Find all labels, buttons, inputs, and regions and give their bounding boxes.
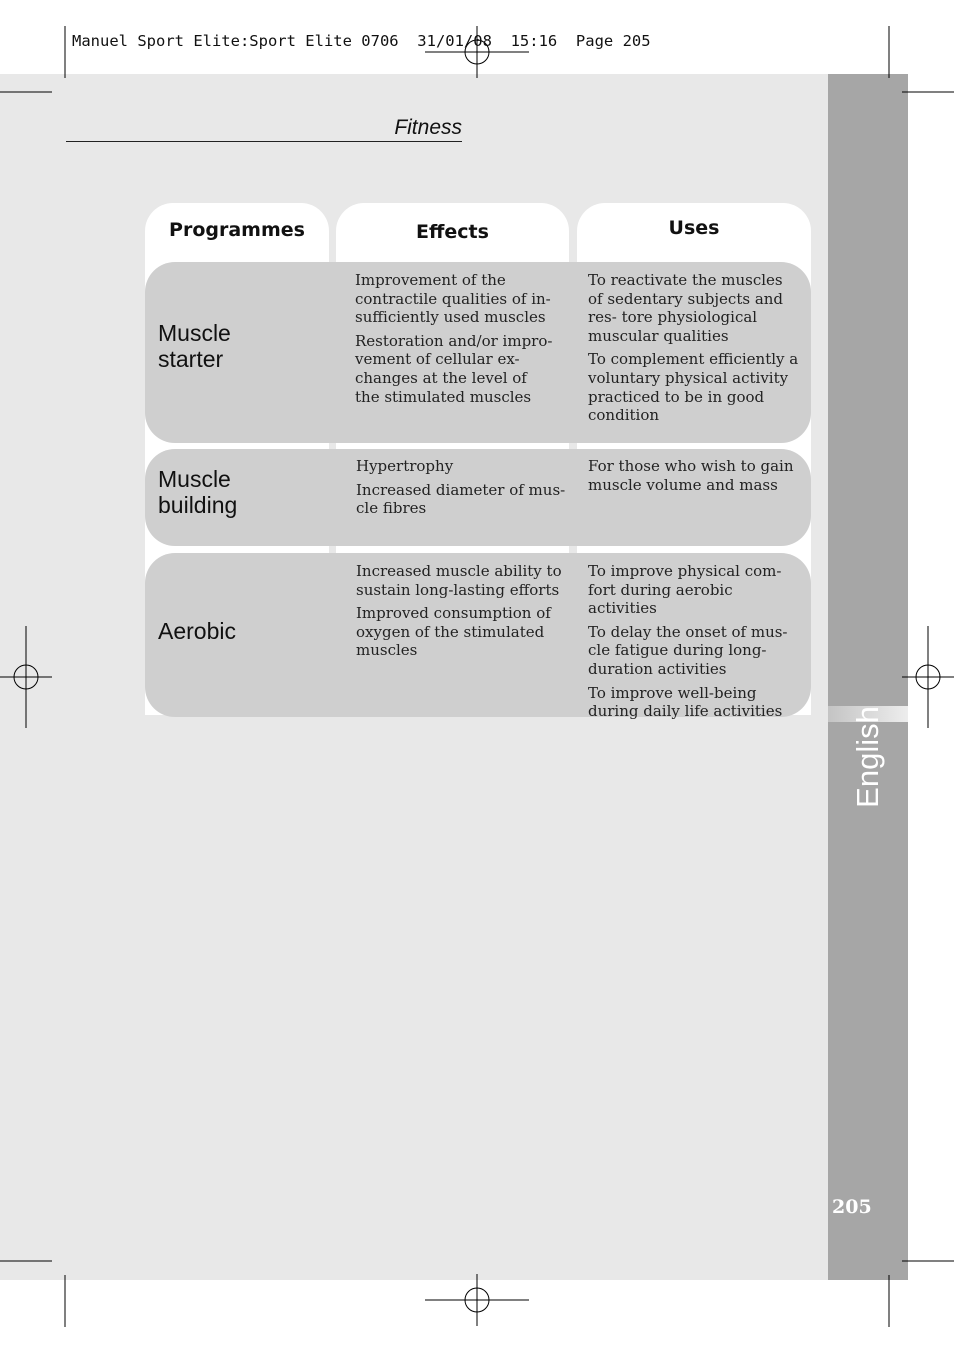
uses-aerobic: [588, 562, 800, 726]
use-item: To reactivate the muscles of sedentary subjects and res- tore physiological muscular qualities: [588, 271, 784, 345]
effects-header: Effects: [416, 221, 489, 243]
programmes-header: Programmes: [169, 219, 305, 241]
page-number: 205: [832, 1196, 872, 1218]
programme-line: Muscle: [158, 466, 231, 492]
use-item: To improve physical com- fort during aerobic activities: [588, 562, 782, 618]
registration-mark-bottom: [425, 1274, 529, 1326]
programme-line: starter: [158, 346, 224, 372]
effect-item: Restoration and/or impro- vement of cellular ex- changes at the level of the stimulated muscles: [355, 331, 553, 406]
registration-mark-right: [902, 626, 954, 728]
effect-item: Improvement of the contractile qualities of in- sufficiently used muscles: [355, 271, 551, 327]
programme-line: Aerobic: [158, 618, 236, 644]
effect-item: Increased diameter of mus- cle fibres: [356, 480, 566, 518]
uses-muscle-building: [588, 457, 800, 499]
effect-item: Increased muscle ability to sustain long-lasting efforts: [356, 562, 562, 599]
effects-aerobic: [356, 562, 566, 665]
programme-line: Muscle: [158, 320, 231, 346]
registration-mark-left: [0, 626, 52, 728]
effect-item: Improved consumption of oxygen of the stimulated muscles: [356, 604, 551, 660]
programme-muscle-building: [158, 466, 237, 518]
effects-muscle-building: [356, 457, 566, 523]
programme-aerobic: [158, 618, 236, 644]
programme-line: building: [158, 492, 238, 518]
programme-muscle-starter: [158, 320, 231, 372]
use-item: To delay the onset of mus- cle fatigue during long- duration activities: [588, 622, 788, 678]
section-title: Fitness: [394, 116, 462, 139]
uses-muscle-starter: [588, 271, 800, 430]
effect-item: Hypertrophy: [356, 457, 454, 475]
title-underline: [66, 141, 462, 142]
language-label: English: [850, 706, 885, 808]
uses-header: Uses: [668, 217, 720, 239]
effects-muscle-starter: [355, 271, 555, 411]
use-item: To complement efficiently a voluntary physical activity practiced to be in good condition: [588, 350, 799, 425]
print-slug: Manuel Sport Elite:Sport Elite 0706 31/01/08 15:16 Page 205: [72, 32, 651, 50]
use-item: To improve well-being during daily life activities: [588, 683, 783, 721]
use-item: For those who wish to gain muscle volume and mass: [588, 457, 794, 494]
